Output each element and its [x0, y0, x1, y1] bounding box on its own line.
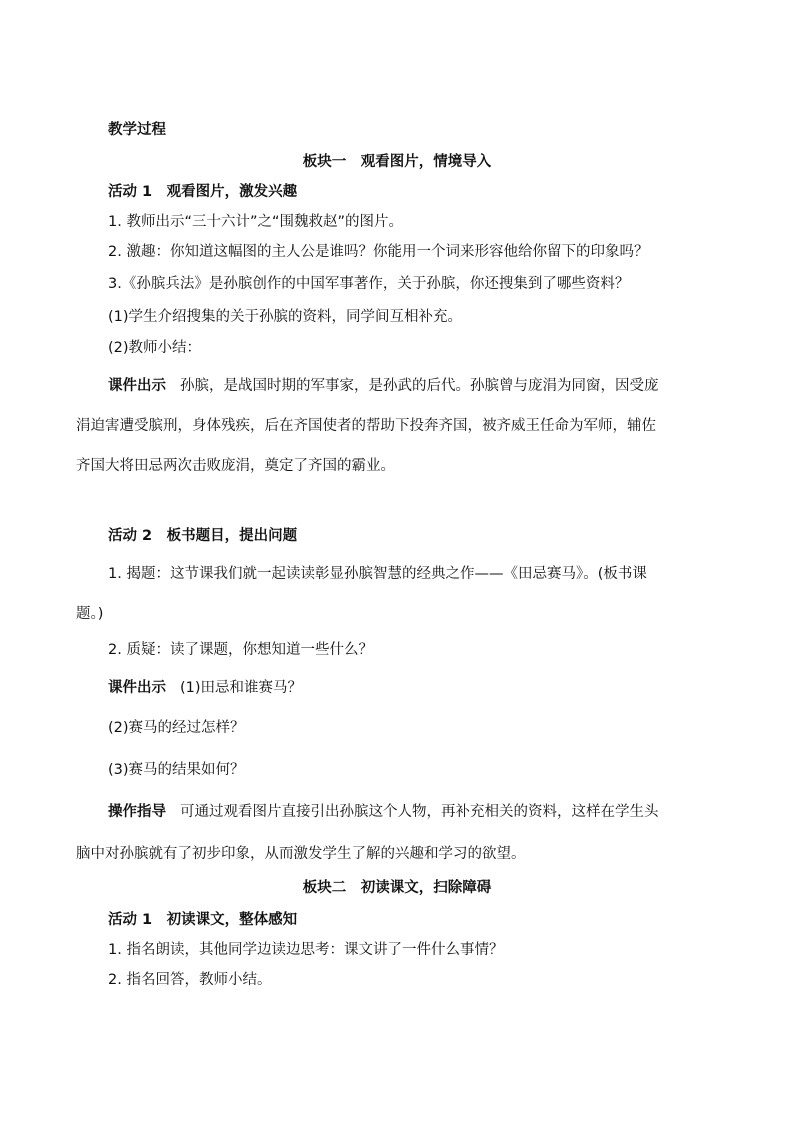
activity1-item: 1. 教师出示“三十六计”之“围魏救赵”的图片。 — [108, 214, 403, 230]
activity-title: 活动 1 初读课文，整体感知 — [108, 912, 298, 928]
courseware-label: 课件出示 — [108, 680, 166, 696]
activity1-item: (1)学生介绍搜集的关于孙膑的资料，同学间互相补充。 — [108, 309, 463, 325]
activity-item: 2. 指名回答，教师小结。 — [108, 972, 272, 988]
block2-title: 板块二 初读课文，扫除障碍 — [302, 880, 492, 896]
courseware-question: (1)田忌和谁赛马？ — [180, 680, 303, 696]
activity2-item: 1. 揭题：这节课我们就一起读读彰显孙膑智慧的经典之作——《田忌赛马》。(板书课 — [108, 566, 647, 582]
activity1-title: 活动 1 观看图片，激发兴趣 — [108, 184, 298, 200]
guide-line — [108, 802, 659, 822]
activity-item: 1. 指名朗读，其他同学边读边思考：课文讲了一件什么事情？ — [108, 942, 504, 958]
courseware-text: 涓迫害遭受膑刑，身体残疾，后在齐国使者的帮助下投奔齐国，被齐威王任命为军师，辅佐 — [76, 418, 656, 434]
courseware-question: (2)赛马的经过怎样？ — [108, 720, 245, 736]
activity2-title: 活动 2 板书题目，提出问题 — [108, 528, 298, 544]
block1-title: 板块一 观看图片，情境导入 — [302, 154, 492, 170]
activity1-item: 3.《孙膑兵法》是孙膑创作的中国军事著作，关于孙膑，你还搜集到了哪些资料？ — [108, 276, 630, 292]
courseware-question: (3)赛马的结果如何？ — [108, 762, 245, 778]
activity1-item: 2. 激趣：你知道这幅图的主人公是谁吗？你能用一个词来形容他给你留下的印象吗？ — [108, 244, 649, 260]
guide-label: 操作指导 — [108, 804, 166, 820]
guide-text: 脑中对孙膑就有了初步印象，从而激发学生了解的兴趣和学习的欲望。 — [76, 846, 526, 862]
courseware-line — [108, 376, 659, 396]
activity2-item: 题。) — [76, 606, 104, 622]
courseware-line — [108, 678, 302, 698]
courseware-label: 课件出示 — [108, 378, 166, 394]
section-heading: 教学过程 — [108, 122, 166, 138]
guide-text: 可通过观看图片直接引出孙膑这个人物，再补充相关的资料，这样在学生头 — [180, 804, 659, 820]
courseware-text: 孙膑，是战国时期的军事家，是孙武的后代。孙膑曾与庞涓为同窗，因受庞 — [180, 378, 659, 394]
activity1-item: (2)教师小结： — [108, 340, 202, 356]
courseware-text: 齐国大将田忌两次击败庞涓，奠定了齐国的霸业。 — [76, 458, 395, 474]
activity2-item: 2. 质疑：读了课题，你想知道一些什么？ — [108, 642, 373, 658]
